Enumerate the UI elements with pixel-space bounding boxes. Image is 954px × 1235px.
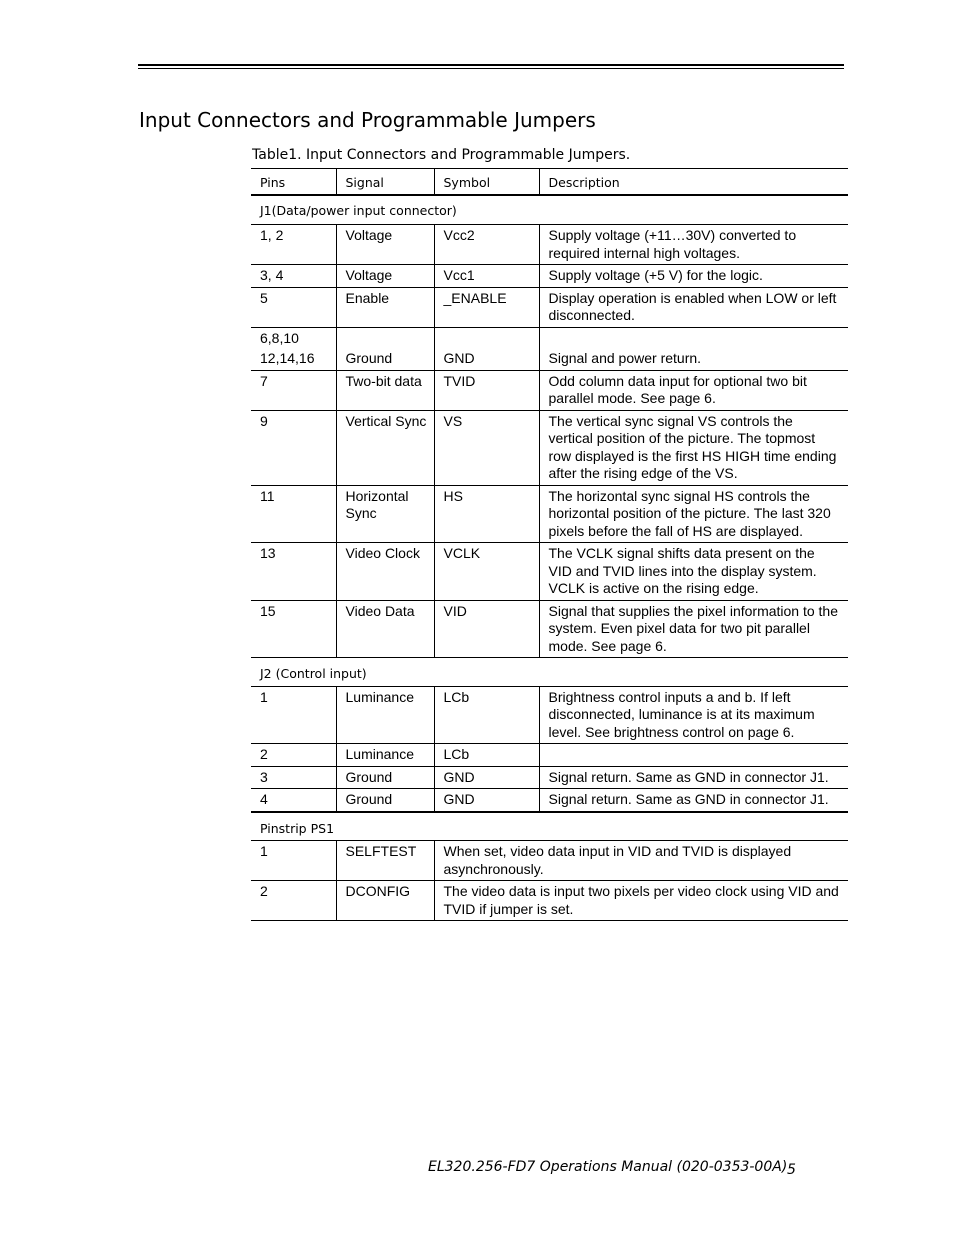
cell-signal: Ground	[336, 789, 434, 812]
section-title: J1(Data/power input connector)	[251, 195, 848, 225]
column-header-symbol: Symbol	[434, 169, 539, 195]
table-row	[251, 370, 848, 410]
cell-symbol: GND	[434, 789, 539, 812]
cell-symbol: Vcc2	[434, 225, 539, 265]
table-row	[251, 287, 848, 327]
cell-description: The vertical sync signal VS controls the vertical position of the picture. The topmost row displayed is the first HS HIGH time ending after the rising edge of the VS.	[539, 410, 848, 485]
cell-description: Supply voltage (+5 V) for the logic.	[539, 265, 848, 288]
connectors-table	[251, 168, 848, 921]
cell-symbol: VCLK	[434, 543, 539, 601]
table-row	[251, 686, 848, 744]
cell-pins: 5	[251, 287, 336, 327]
cell-symbol: VID	[434, 600, 539, 658]
cell-pins: 3	[251, 766, 336, 789]
cell-pins: 2	[251, 744, 336, 767]
table-header-row	[251, 169, 848, 195]
section-heading: Input Connectors and Programmable Jumpers	[139, 108, 596, 132]
cell-description: Signal return. Same as GND in connector J1.	[539, 766, 848, 789]
table-row	[251, 543, 848, 601]
header-rule-thin	[138, 68, 844, 69]
cell-description: Brightness control inputs a and b. If left disconnected, luminance is at its maximum level. See brightness control on page 6.	[539, 686, 848, 744]
section-row-j2	[251, 658, 848, 687]
table-row	[251, 485, 848, 543]
cell-signal: Enable	[336, 287, 434, 327]
cell-pins: 1	[251, 686, 336, 744]
cell-symbol: HS	[434, 485, 539, 543]
cell-pins: 13	[251, 543, 336, 601]
cell-description	[539, 744, 848, 767]
cell-description: Display operation is enabled when LOW or left disconnected.	[539, 287, 848, 327]
pins-line-1: 6,8,10	[260, 329, 299, 346]
table-row	[251, 766, 848, 789]
table-row	[251, 841, 848, 881]
header-rule-thick	[138, 64, 844, 66]
cell-description	[539, 327, 848, 370]
pins-line-2: 12,14,16	[260, 350, 315, 366]
cell-signal: Horizontal Sync	[336, 485, 434, 543]
cell-signal: SELFTEST	[336, 841, 434, 881]
table-row	[251, 225, 848, 265]
signal-text: Ground	[345, 349, 393, 366]
cell-description: The horizontal sync signal HS controls the horizontal position of the picture. The last 320 pixels before the fall of HS are displayed.	[539, 485, 848, 543]
cell-symbol: TVID	[434, 370, 539, 410]
cell-description: The video data is input two pixels per video clock using VID and TVID if jumper is set.	[434, 881, 848, 921]
cell-signal: Voltage	[336, 265, 434, 288]
table-row	[251, 265, 848, 288]
cell-signal: Voltage	[336, 225, 434, 265]
cell-signal: Luminance	[336, 686, 434, 744]
table-caption: Table1. Input Connectors and Programmable Jumpers.	[252, 147, 631, 163]
cell-symbol: Vcc1	[434, 265, 539, 288]
cell-signal: Video Data	[336, 600, 434, 658]
cell-description: Signal that supplies the pixel information to the system. Even pixel data for two pit parallel mode. See page 6.	[539, 600, 848, 658]
cell-symbol: LCb	[434, 686, 539, 744]
cell-pins: 4	[251, 789, 336, 812]
table-row	[251, 744, 848, 767]
cell-description: The VCLK signal shifts data present on the VID and TVID lines into the display system. VCLK is active on the rising edge.	[539, 543, 848, 601]
page-number: 5	[787, 1162, 796, 1178]
cell-symbol: GND	[434, 766, 539, 789]
cell-symbol	[434, 327, 539, 370]
cell-symbol: LCb	[434, 744, 539, 767]
cell-signal	[336, 327, 434, 370]
cell-signal: Ground	[336, 766, 434, 789]
section-title: Pinstrip PS1	[251, 812, 848, 841]
column-header-signal: Signal	[336, 169, 434, 195]
cell-pins: 2	[251, 881, 336, 921]
cell-pins: 1	[251, 841, 336, 881]
cell-signal: Vertical Sync	[336, 410, 434, 485]
cell-signal: Video Clock	[336, 543, 434, 601]
cell-description: Signal return. Same as GND in connector J1.	[539, 789, 848, 812]
section-title: J2 (Control input)	[251, 658, 848, 687]
symbol-text: GND	[443, 349, 475, 366]
cell-symbol: _ENABLE	[434, 287, 539, 327]
section-row-j1	[251, 195, 848, 225]
cell-pins: 7	[251, 370, 336, 410]
description-text: Signal and power return.	[548, 349, 702, 366]
cell-description: Supply voltage (+11…30V) converted to required internal high voltages.	[539, 225, 848, 265]
column-header-pins: Pins	[251, 169, 336, 195]
footer-manual-title: EL320.256-FD7 Operations Manual (020-0353-00A)	[428, 1159, 788, 1175]
column-header-description: Description	[539, 169, 848, 195]
table-row	[251, 789, 848, 812]
cell-signal: Two-bit data	[336, 370, 434, 410]
cell-pins: 11	[251, 485, 336, 543]
section-row-ps1	[251, 812, 848, 841]
table-row	[251, 881, 848, 921]
table-row	[251, 600, 848, 658]
cell-description: When set, video data input in VID and TVID is displayed asynchronously.	[434, 841, 848, 881]
cell-pins: 3, 4	[251, 265, 336, 288]
cell-pins	[251, 327, 336, 370]
cell-pins: 9	[251, 410, 336, 485]
cell-pins: 15	[251, 600, 336, 658]
cell-symbol: VS	[434, 410, 539, 485]
table-row	[251, 410, 848, 485]
cell-description: Odd column data input for optional two bit parallel mode. See page 6.	[539, 370, 848, 410]
cell-signal: Luminance	[336, 744, 434, 767]
cell-signal: DCONFIG	[336, 881, 434, 921]
cell-pins: 1, 2	[251, 225, 336, 265]
table-row	[251, 327, 848, 370]
